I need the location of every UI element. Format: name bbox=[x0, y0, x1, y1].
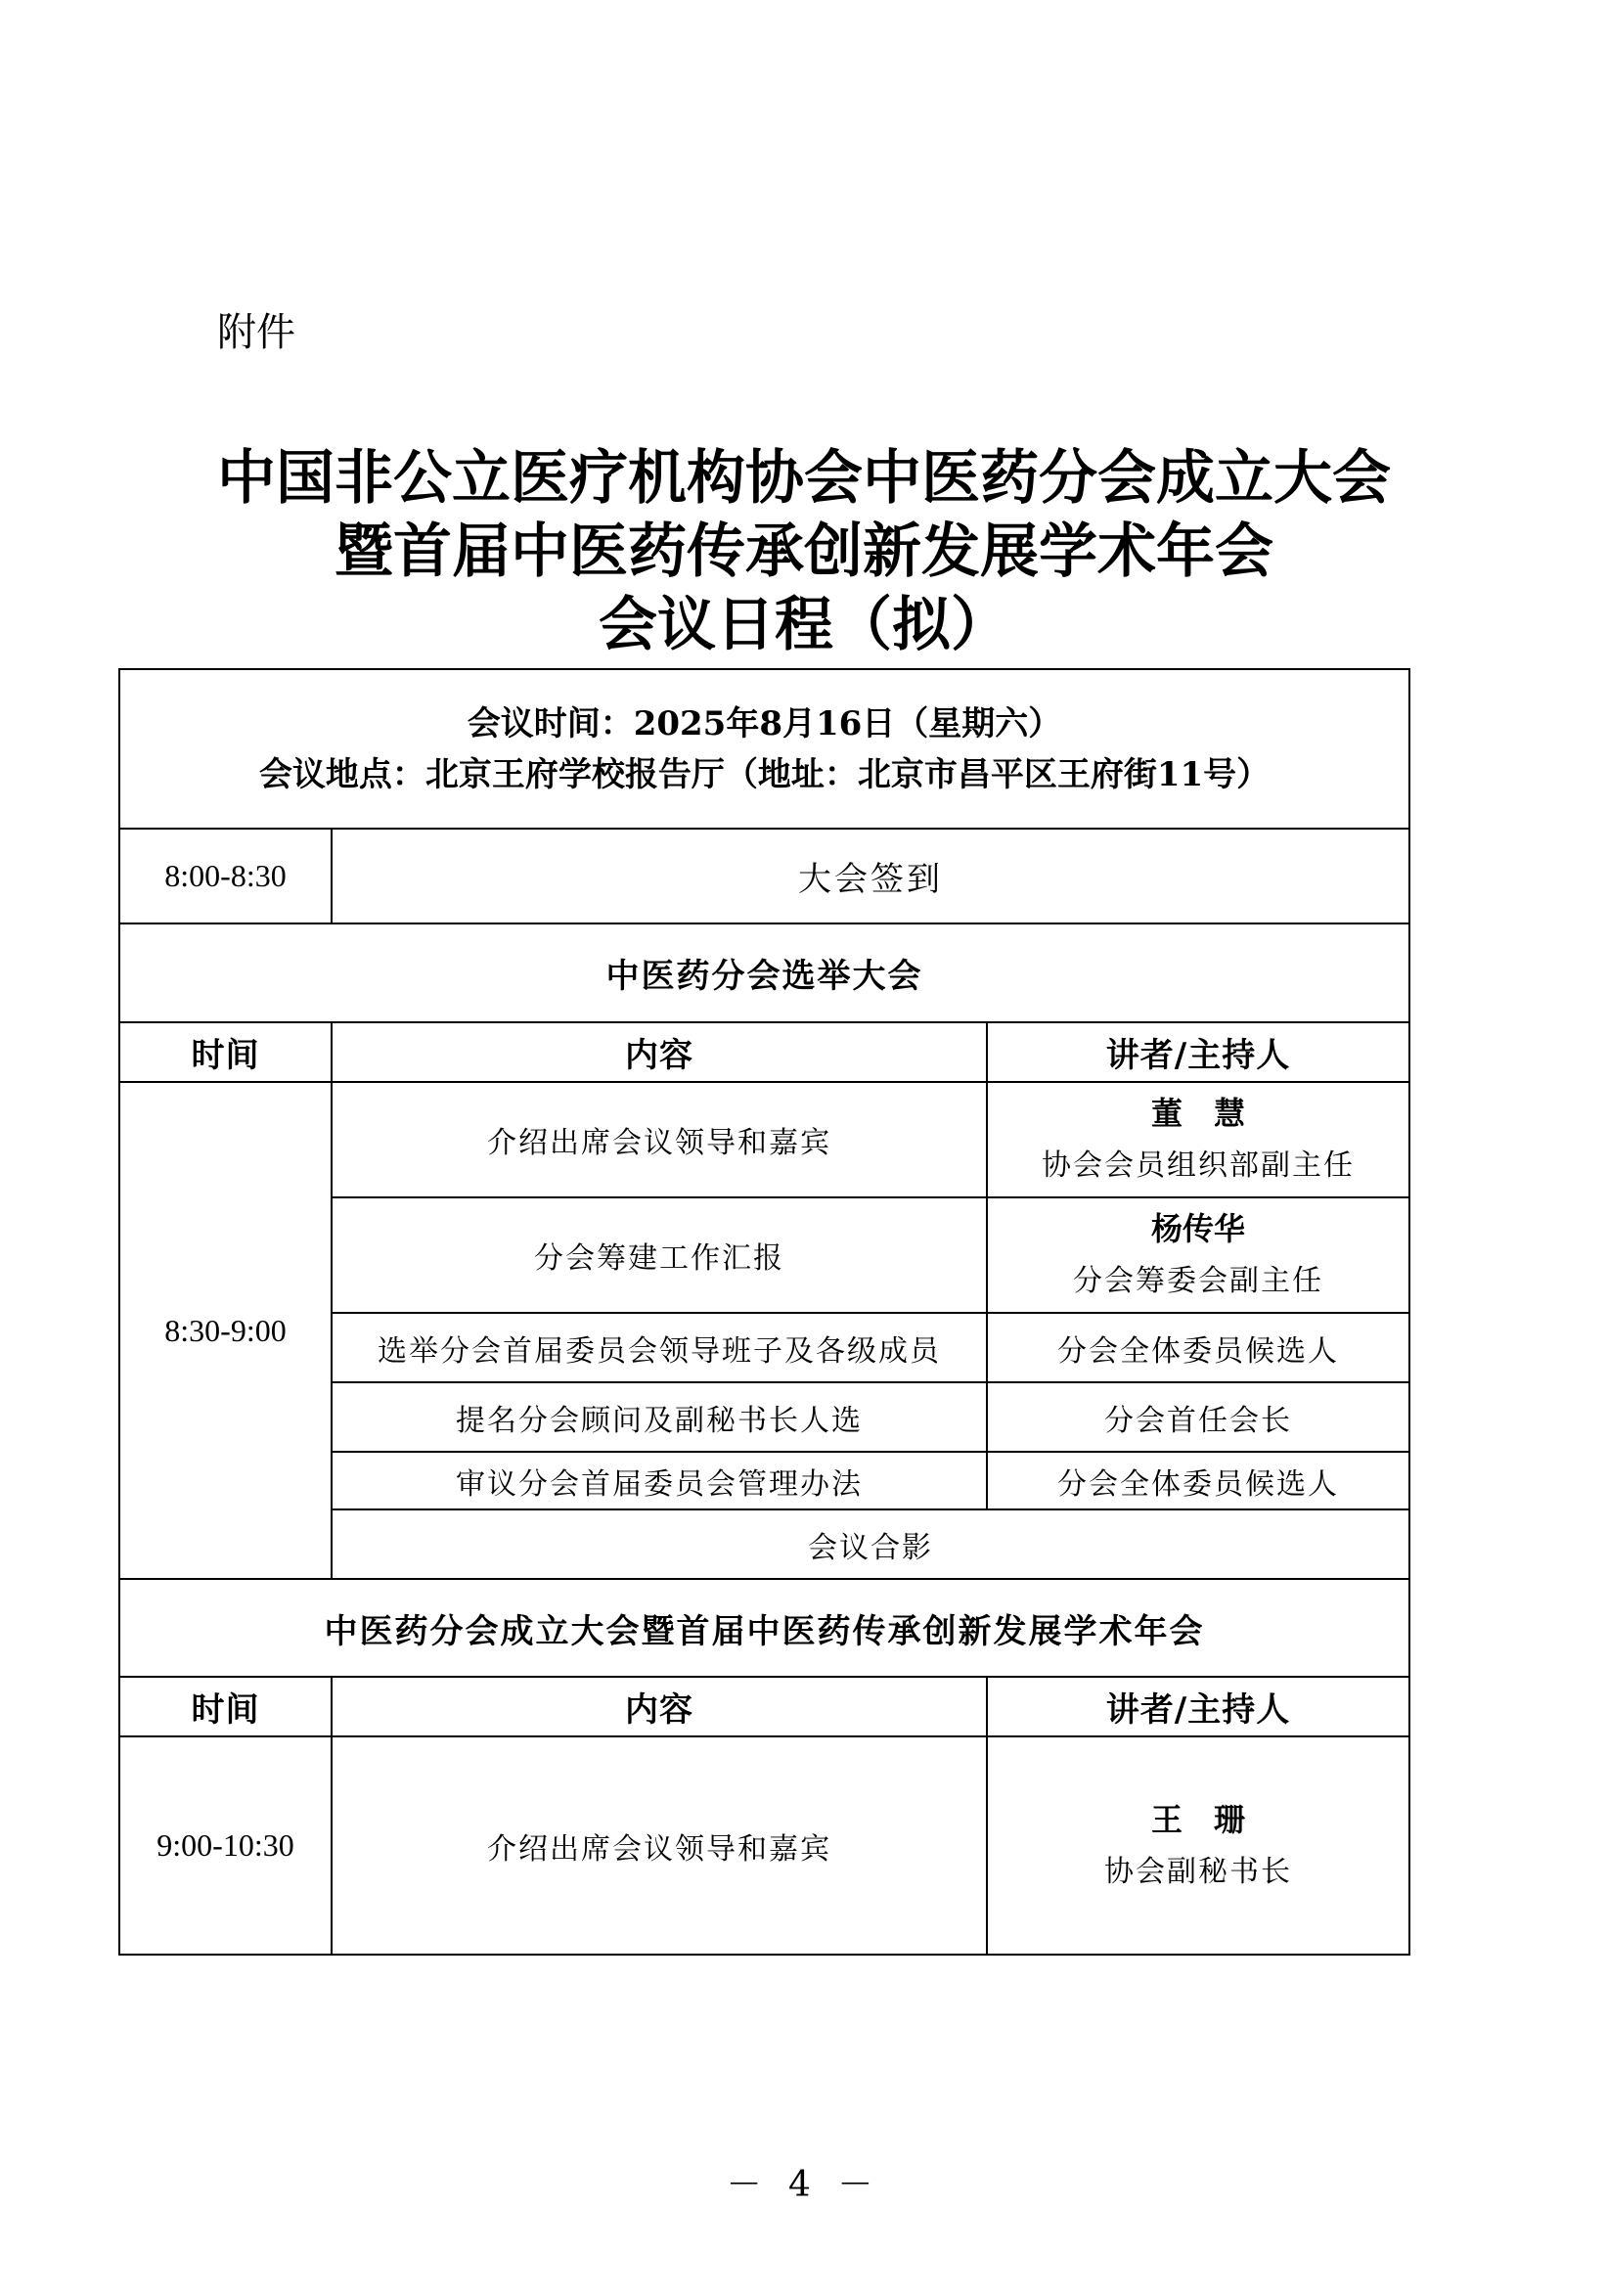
meeting-info-row bbox=[119, 669, 1409, 829]
title-line-1: 中国非公立医疗机构协会中医药分会成立大会 bbox=[217, 444, 1391, 513]
speaker-cell: 分会全体委员候选人 bbox=[987, 1452, 1409, 1509]
group-photo: 会议合影 bbox=[332, 1509, 1409, 1579]
session-content: 提名分会顾问及副秘书长人选 bbox=[332, 1382, 987, 1452]
session-content: 介绍出席会议领导和嘉宾 bbox=[332, 1736, 987, 1955]
session-content: 介绍出席会议领导和嘉宾 bbox=[332, 1082, 987, 1197]
speaker-role: 协会会员组织部副主任 bbox=[1042, 1148, 1356, 1183]
column-header-content: 内容 bbox=[332, 1022, 987, 1082]
document-title bbox=[119, 442, 1489, 662]
signin-time: 8:00-8:30 bbox=[119, 829, 332, 923]
signin-row bbox=[119, 829, 1409, 923]
table-row bbox=[119, 1082, 1409, 1197]
speaker-name: 王 珊 bbox=[1151, 1800, 1246, 1838]
column-header-time: 时间 bbox=[119, 1677, 332, 1736]
speaker-cell bbox=[987, 1736, 1409, 1955]
column-header-row bbox=[119, 1022, 1409, 1082]
signin-content: 大会签到 bbox=[332, 829, 1409, 923]
speaker-cell: 分会首任会长 bbox=[987, 1382, 1409, 1452]
title-line-3: 会议日程（拟） bbox=[599, 591, 1009, 659]
column-header-speaker: 讲者/主持人 bbox=[987, 1677, 1409, 1736]
meeting-info-cell bbox=[119, 669, 1409, 829]
speaker-name: 董 慧 bbox=[1151, 1095, 1246, 1132]
session-time: 8:30-9:00 bbox=[119, 1082, 332, 1579]
speaker-role: 协会副秘书长 bbox=[1104, 1854, 1293, 1889]
column-header-row bbox=[119, 1677, 1409, 1736]
meeting-time: 会议时间：2025年8月16日（星期六） bbox=[467, 703, 1062, 743]
session-content: 审议分会首届委员会管理办法 bbox=[332, 1452, 987, 1509]
meeting-place: 会议地点：北京王府学校报告厅（地址：北京市昌平区王府街11号） bbox=[258, 754, 1271, 794]
speaker-cell bbox=[987, 1082, 1409, 1197]
title-line-2: 暨首届中医药传承创新发展学术年会 bbox=[335, 518, 1273, 586]
speaker-role: 分会筹委会副主任 bbox=[1073, 1264, 1324, 1298]
column-header-time: 时间 bbox=[119, 1022, 332, 1082]
speaker-name: 杨传华 bbox=[1151, 1210, 1246, 1247]
speaker-cell: 分会全体委员候选人 bbox=[987, 1313, 1409, 1382]
attachment-label: 附件 bbox=[217, 310, 295, 355]
section-title-conference: 中医药分会成立大会暨首届中医药传承创新发展学术年会 bbox=[119, 1579, 1409, 1677]
section-header-row bbox=[119, 923, 1409, 1022]
session-content: 分会筹建工作汇报 bbox=[332, 1197, 987, 1313]
section-header-row bbox=[119, 1579, 1409, 1677]
column-header-content: 内容 bbox=[332, 1677, 987, 1736]
session-content: 选举分会首届委员会领导班子及各级成员 bbox=[332, 1313, 987, 1382]
table-row bbox=[119, 1736, 1409, 1955]
schedule-table bbox=[118, 668, 1410, 1956]
session-time: 9:00-10:30 bbox=[119, 1736, 332, 1955]
column-header-speaker: 讲者/主持人 bbox=[987, 1022, 1409, 1082]
section-title-election: 中医药分会选举大会 bbox=[119, 923, 1409, 1022]
page-number: － 4 － bbox=[726, 2165, 881, 2205]
speaker-cell bbox=[987, 1197, 1409, 1313]
